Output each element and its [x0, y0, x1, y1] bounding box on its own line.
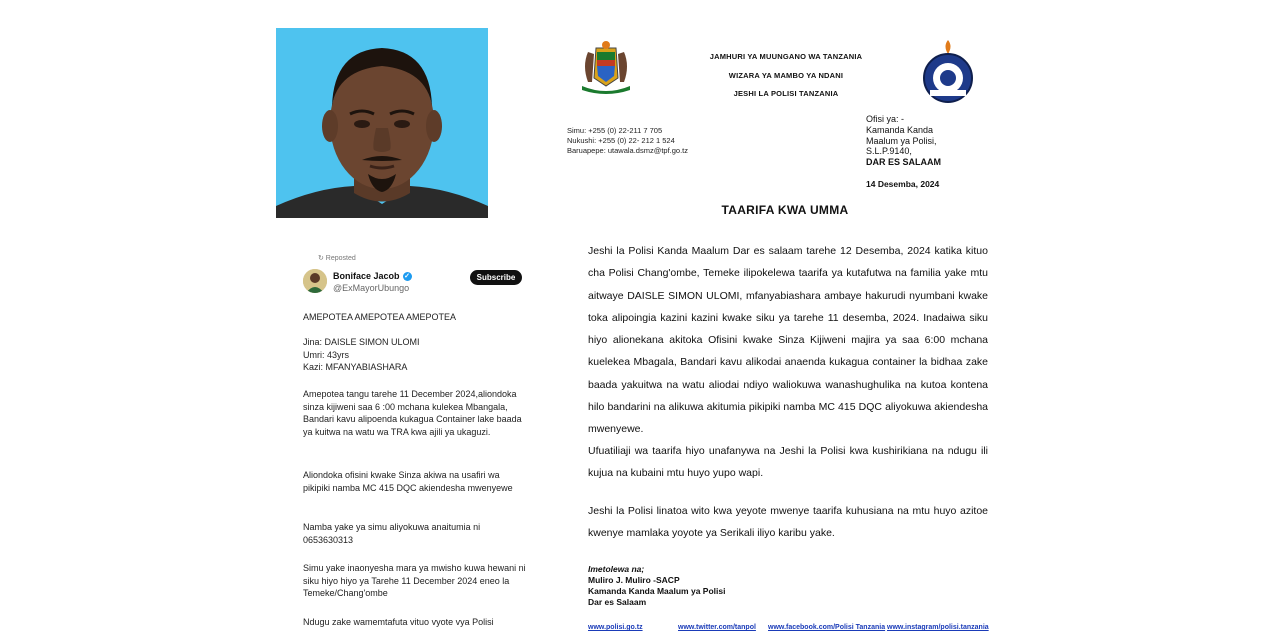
- tweet-paragraph-4: Simu yake inaonyesha mara ya mwisho kuwa hewani ni siku hiyo hiyo ya Tarehe 11 December 2024 eneo la Temeke/Chang'ombe: [303, 563, 526, 598]
- signature-location: Dar es Salaam: [588, 597, 647, 607]
- footer-link-website[interactable]: www.polisi.go.tz: [588, 624, 643, 631]
- contact-fax: Nukushi: +255 (0) 22- 212 1 524: [567, 136, 675, 145]
- tweet-paragraph-2: Aliondoka ofisini kwake Sinza akiwa na usafiri wa pikipiki namba MC 415 DQC akiendesha mwenyewe: [303, 470, 513, 493]
- tweet-author-handle[interactable]: @ExMayorUbungo: [333, 283, 410, 293]
- letter-paragraph-2: Ufuatiliaji wa taarifa hiyo unafanywa na Jeshi la Polisi kwa kushirikiana na ndugu ili kujua na kubaini mtu huyo yupo wapi.: [588, 445, 988, 480]
- letter-paragraph-1: Jeshi la Polisi Kanda Maalum Dar es salaam tarehe 12 Desemba, 2024 katika kituo cha Polisi Chang'ombe, Temeke ilipokelewa taarifa ya kutafutwa na familia yake mtu aitwaye DAISLE SIMON ULOMI, mfanyabiashara ambaye hakurudi nyumbani kwake toka alipoingia kazini kazini kwake siku ya tarehe 11 desemba, 2024. Inadaiwa siku hiyo alionekana akitoka Ofisini kwake Sinza Kijiweni majira ya saa 6:00 mchana kuelekea Mbagala, Bandari kavu alikodai anaenda kukagua container la bidhaa zake baada yakuitwa na watu aliodai ndiyo waliokuwa wanashughulika na kutoa kontena hilo bandarini na alikuwa akitumia pikipiki namba MC 415 DQC aliyokuwa akiendesha mwenyewe.: [588, 245, 988, 436]
- contact-email: Baruapepe: utawala.dsmz@tpf.go.tz: [567, 146, 689, 155]
- subscribe-button[interactable]: Subscribe: [470, 270, 522, 285]
- office-line-4: S.L.P.9140,: [866, 146, 912, 157]
- coat-of-arms-emblem: [578, 38, 634, 101]
- header-line-3: JESHI LA POLISI TANZANIA: [733, 89, 839, 98]
- signature-title: Kamanda Kanda Maalum ya Polisi: [588, 586, 726, 596]
- office-address: [866, 114, 941, 168]
- police-badge-emblem: [922, 38, 974, 109]
- footer-link-facebook[interactable]: www.facebook.com/Polisi Tanzania: [768, 624, 886, 631]
- tweet-headline: AMEPOTEA AMEPOTEA AMEPOTEA: [303, 312, 457, 322]
- letter-date: 14 Desemba, 2024: [866, 179, 940, 189]
- signature-heading: Imetolewa na;: [588, 564, 645, 574]
- letter-title: TAARIFA KWA UMMA: [721, 203, 849, 217]
- footer-link-instagram[interactable]: www.instagram/polisi.tanzania: [887, 624, 989, 631]
- letter-paragraph-3: Jeshi la Polisi linatoa wito kwa yeyote mwenye taarifa kuhusiana na mtu huyo azitoe kwenye mamlaka yoyote ya Serikali iliyo karibu yake.: [588, 505, 988, 540]
- tweet-paragraph-1: Amepotea tangu tarehe 11 December 2024,aliondoka sinza kijiweni saa 6 :00 mchana kulekea Mbangala, Bandari kavu alipoenda kukagua Container lake baada ya kuitwa na watu wa TRA kwa ajili ya ukaguzi.: [303, 389, 522, 437]
- tweet-paragraph-3: Namba yake ya simu aliyokuwa anaitumia ni 0653630313: [303, 522, 481, 545]
- office-line-1: Ofisi ya: -: [866, 114, 905, 124]
- tweet-card: [296, 254, 531, 640]
- tweet-paragraph-5: Ndugu zake wamemtafuta vituo vyote vya Polisi: [303, 617, 494, 627]
- contact-phone: Simu: +255 (0) 22-211 7 705: [567, 126, 663, 135]
- signature-block: [588, 564, 725, 608]
- footer-link-twitter[interactable]: www.twitter.com/tanpol: [678, 624, 756, 631]
- signature-name: Muliro J. Muliro -SACP: [588, 575, 680, 585]
- portrait-photo: [276, 28, 488, 218]
- verified-badge-icon: ✓: [404, 273, 410, 281]
- office-line-5: DAR ES SALAAM: [866, 157, 942, 168]
- tweet-author-name[interactable]: Boniface Jacob ✓: [333, 271, 410, 281]
- reposted-label: ↻ Reposted: [318, 255, 356, 262]
- header-line-2: WIZARA YA MAMBO YA NDANI: [728, 71, 844, 80]
- office-line-2: Kamanda Kanda: [866, 124, 934, 135]
- office-line-3: Maalum ya Polisi,: [866, 135, 937, 146]
- header-line-1: JAMHURI YA MUUNGANO WA TANZANIA: [709, 52, 863, 61]
- avatar[interactable]: [303, 269, 327, 293]
- tweet-details: Jina: DAISLE SIMON ULOMI Umri: 43yrs Kazi: MFANYABIASHARA: [303, 337, 420, 372]
